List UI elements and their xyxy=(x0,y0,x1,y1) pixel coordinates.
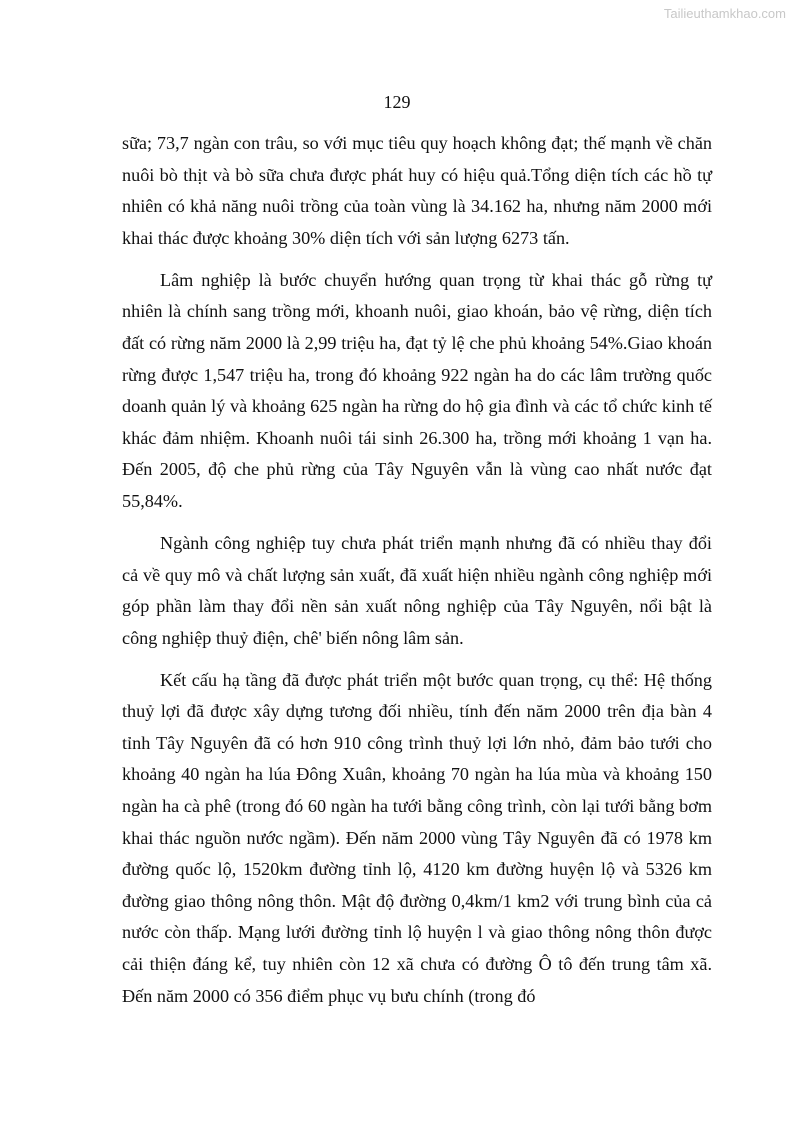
paragraph-livestock-fishery: sữa; 73,7 ngàn con trâu, so với mục tiêu quy hoạch không đạt; thế mạnh về chăn nuôi bò thịt và bò sữa chưa được phát huy có hiệu quả.Tổng diện tích các hồ tự nhiên có khả năng nuôi trồng của toàn vùng là 34.162 ha, nhưng năm 2000 mới khai thác được khoảng 30% diện tích với sản lượng 6273 tấn. xyxy=(122,133,712,248)
watermark: Tailieuthamkhao.com xyxy=(663,6,786,21)
document-body xyxy=(122,128,712,1023)
paragraph-industry: Ngành công nghiệp tuy chưa phát triển mạnh nhưng đã có nhiều thay đổi cả về quy mô và chất lượng sản xuất, đã xuất hiện nhiều ngành công nghiệp mới góp phần làm thay đổi nền sản xuất nông nghiệp của Tây Nguyên, nổi bật là công nghiệp thuỷ điện, chê' biến nông lâm sản. xyxy=(122,532,712,648)
page-number: 129 xyxy=(383,92,411,112)
paragraph-infrastructure: Kết cấu hạ tầng đã được phát triển một bước quan trọng, cụ thể: Hệ thống thuỷ lợi đã được xây dựng tương đối nhiều, tính đến năm 2000 trên địa bàn 4 tỉnh Tây Nguyên đã có hơn 910 công trình thuỷ lợi lớn nhỏ, đảm bảo tưới cho khoảng 40 ngàn ha lúa Đông Xuân, khoảng 70 ngàn ha lúa mùa và khoảng 150 ngàn ha cà phê (trong đó 60 ngàn ha tưới bằng công trình, còn lại tưới bằng bơm khai thác nguồn nước ngầm). Đến năm 2000 vùng Tây Nguyên đã có 1978 km đường quốc lộ, 1520km đường tỉnh lộ, 4120 km đường huyện lộ và 5326 km đường giao thông nông thôn. Mật độ đường 0,4km/1 km2 với trung bình của cả nước còn thấp. Mạng lưới đường tỉnh lộ huyện l và giao thông nông thôn được cải thiện đáng kể, tuy nhiên còn 12 xã chưa có đường Ô tô đến trung tâm xã. Đến năm 2000 có 356 điểm phục vụ bưu chính (trong đó xyxy=(122,669,712,1006)
paragraph-forestry: Lâm nghiệp là bước chuyển hướng quan trọng từ khai thác gỗ rừng tự nhiên là chính sang trồng mới, khoanh nuôi, giao khoán, bảo vệ rừng, diện tích đất có rừng năm 2000 là 2,99 triệu ha, đạt tỷ lệ che phủ khoảng 54%.Giao khoán rừng được 1,547 triệu ha, trong đó khoảng 922 ngàn ha do các lâm trường quốc doanh quản lý và khoảng 625 ngàn ha rừng do hộ gia đình và các tổ chức kinh tế khác đảm nhiệm. Khoanh nuôi tái sinh 26.300 ha, trồng mới khoảng 1 vạn ha. Đến 2005, độ che phủ rừng của Tây Nguyên vẫn là vùng cao nhất nước đạt 55,84%. xyxy=(122,269,712,511)
